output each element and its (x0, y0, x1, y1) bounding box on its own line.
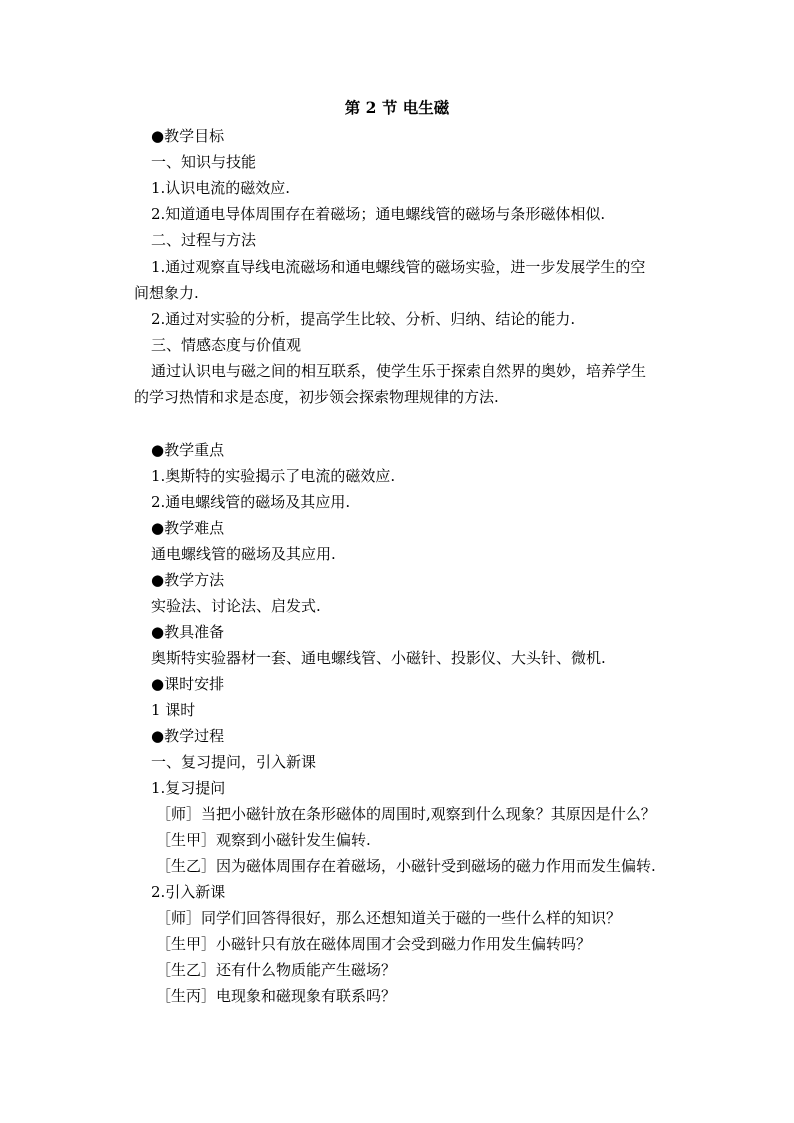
text-line: 2.通过对实验的分析，提高学生比较、分析、归纳、结论的能力. (151, 310, 576, 328)
heading-key-points: ●教学重点 (151, 441, 225, 459)
text-line: 实验法、讨论法、启发式. (151, 597, 321, 615)
heading-materials: ●教具准备 (151, 623, 225, 641)
dialogue-line: ［生甲］小磁针只有放在磁体周围才会受到磁力作用发生偏转吗？ (156, 935, 592, 953)
text-line: 1.认识电流的磁效应. (151, 179, 291, 197)
text-line: 间想象力. (134, 284, 199, 302)
heading-teaching-goals: ●教学目标 (151, 127, 225, 145)
subheading-knowledge: 一、知识与技能 (151, 153, 257, 171)
dialogue-line: ［生乙］因为磁体周围存在着磁场，小磁针受到磁场的磁力作用而发生偏转. (156, 857, 656, 875)
heading-schedule: ●课时安排 (151, 675, 225, 693)
subheading-attitude: 三、情感态度与价值观 (151, 336, 302, 354)
text-line: 1 课时 (151, 701, 196, 719)
heading-process: ●教学过程 (151, 727, 225, 745)
subheading-review: 一、复习提问，引入新课 (151, 753, 317, 771)
text-line: 2.通电螺线管的磁场及其应用. (151, 493, 351, 511)
dialogue-line: ［师］同学们回答得很好，那么还想知道关于磁的一些什么样的知识？ (156, 909, 622, 927)
section-title: 第 2 节 电生磁 (344, 98, 450, 117)
text-line: 2.知道通电导体周围存在着磁场；通电螺线管的磁场与条形磁体相似. (151, 205, 606, 223)
heading-methods: ●教学方法 (151, 571, 225, 589)
heading-difficulties: ●教学难点 (151, 519, 225, 537)
dialogue-line: ［生甲］观察到小磁针发生偏转. (156, 831, 371, 849)
text-line: 通过认识电与磁之间的相互联系，使学生乐于探索自然界的奥妙，培养学生 (151, 362, 647, 380)
dialogue-line: ［师］当把小磁针放在条形磁体的周围时,观察到什么现象？其原因是什么？ (156, 805, 656, 823)
text-line: 通电螺线管的磁场及其应用. (151, 545, 336, 563)
text-line: 1.通过观察直导线电流磁场和通电螺线管的磁场实验，进一步发展学生的空 (151, 258, 646, 276)
dialogue-line: ［生乙］还有什么物质能产生磁场？ (156, 961, 397, 979)
subheading-process: 二、过程与方法 (151, 231, 257, 249)
text-line: 1.复习提问 (151, 779, 226, 797)
text-line: 1.奥斯特的实验揭示了电流的磁效应. (151, 467, 396, 485)
dialogue-line: ［生丙］电现象和磁现象有联系吗？ (156, 987, 397, 1005)
text-line: 2.引入新课 (151, 883, 226, 901)
text-line: 奥斯特实验器材一套、通电螺线管、小磁针、投影仪、大头针、微机. (151, 649, 606, 667)
text-line: 的学习热情和求是态度，初步领会探索物理规律的方法. (134, 388, 499, 406)
